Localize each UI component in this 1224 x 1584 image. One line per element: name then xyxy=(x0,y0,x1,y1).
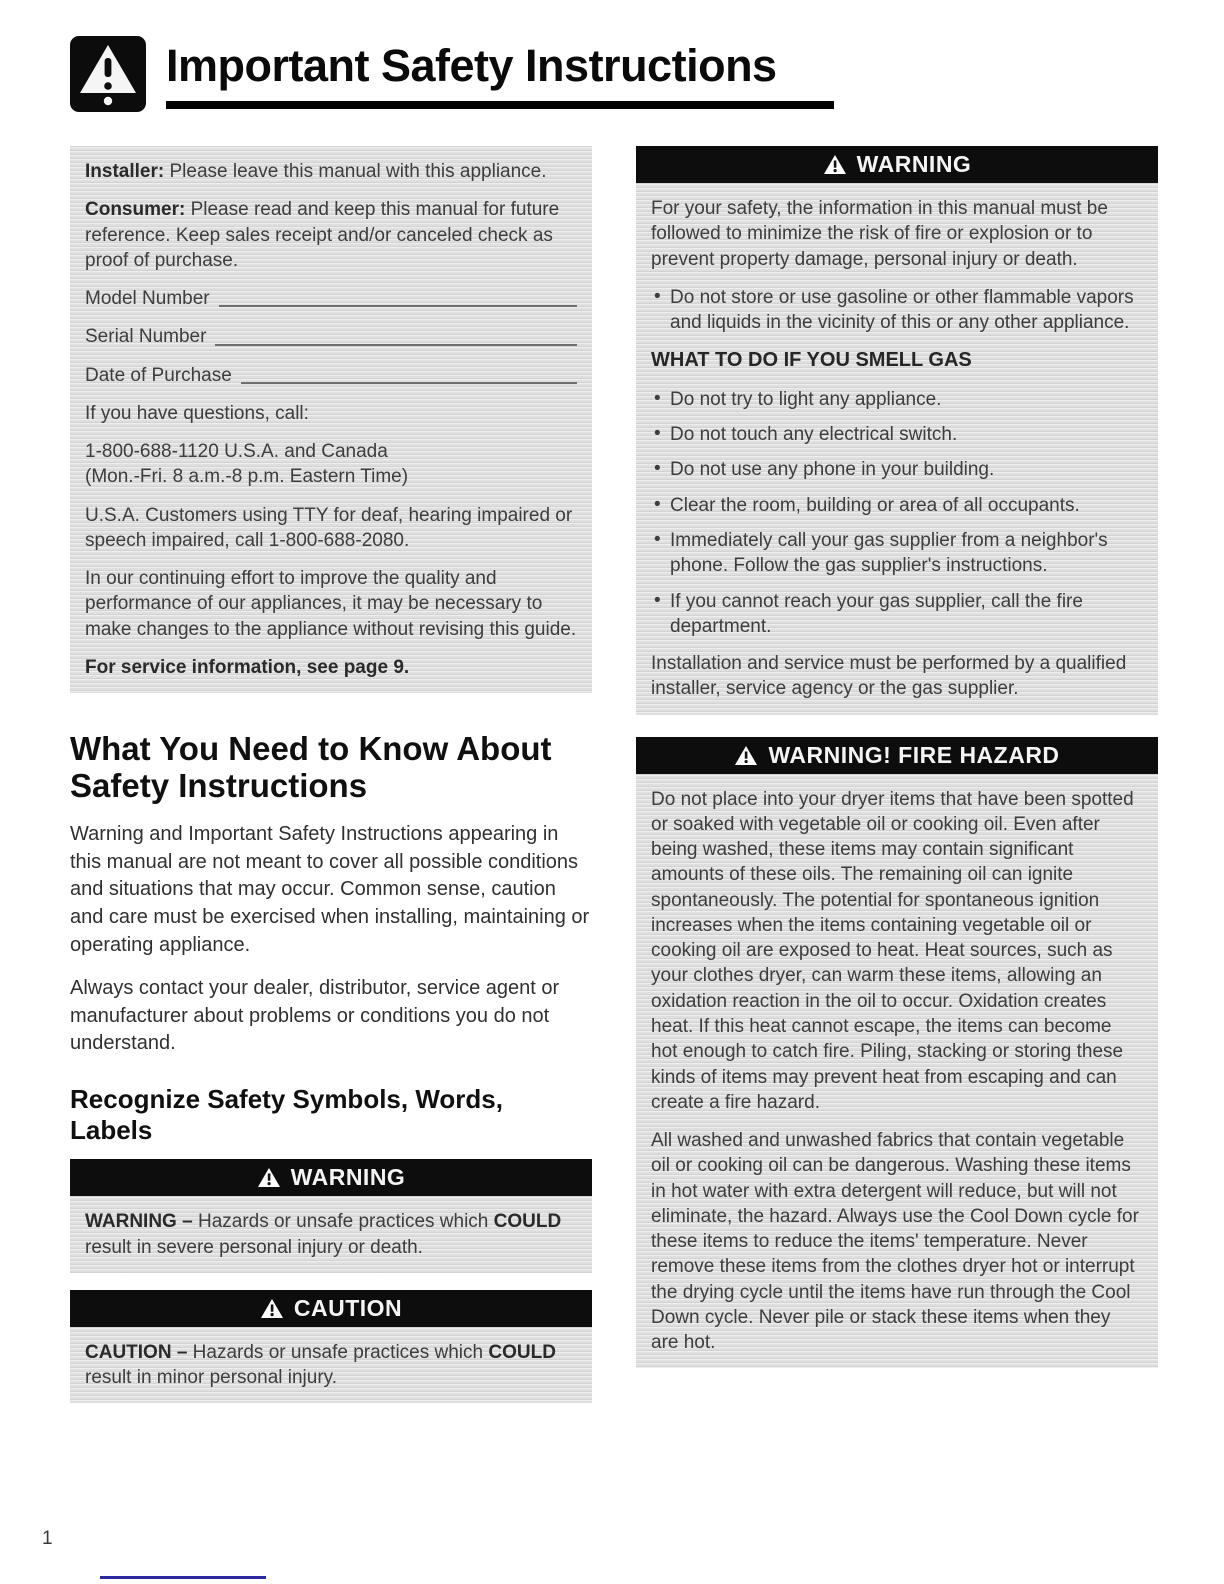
gas-warning-bar-label: WARNING xyxy=(856,151,972,177)
footer-mark xyxy=(100,1576,266,1579)
right-column xyxy=(636,146,1158,1403)
bullet-item: • Do not try to light any appliance. xyxy=(651,387,1143,412)
page-header xyxy=(70,36,1158,112)
title-underline-rule xyxy=(166,36,834,109)
warning-definition: WARNING – Hazards or unsafe practices which COULD result in severe personal injury or death. xyxy=(85,1211,562,1258)
warning-bar-label: WARNING xyxy=(290,1164,406,1191)
know-paragraph-1: Warning and Important Safety Instructions appearing in this manual are not meant to cover all possible conditions and situations that may occur. Common sense, caution and care must be exercised when installing, maintaining or operating appliance. xyxy=(70,823,590,956)
know-paragraph-2: Always contact your dealer, distributor, service agent or manufacturer about problems or conditions you do not understand. xyxy=(70,977,560,1055)
consumer-label: Consumer: xyxy=(85,199,186,221)
bullet-item: • If you cannot reach your gas supplier, call the fire department. xyxy=(651,589,1143,640)
section-heading-recognize: Recognize Safety Symbols, Words, Labels xyxy=(70,1083,503,1145)
section-heading-know: What You Need to Know About Safety Instructions xyxy=(70,730,552,805)
caution-bar-label: CAUTION xyxy=(293,1294,403,1321)
purchase-date-blank xyxy=(241,382,577,384)
caution-definition: CAUTION – Hazards or unsafe practices which COULD result in minor personal injury. xyxy=(85,1341,556,1389)
warning-triangle-icon xyxy=(823,154,847,175)
fire-hazard-box xyxy=(636,774,1158,1369)
smell-gas-bullets xyxy=(651,387,1143,639)
warning-triangle-icon xyxy=(257,1167,281,1188)
gas-intro: For your safety, the information in this manual must be followed to minimize the risk of fire or explosion or to prevent property damage, personal injury or death. xyxy=(651,198,1108,270)
gas-warning-box xyxy=(636,183,1158,715)
installer-label: Installer: xyxy=(85,161,165,182)
model-number-blank xyxy=(219,305,577,307)
gas-outro: Installation and service must be performed by a qualified installer, service agency or the gas supplier. xyxy=(651,653,1127,700)
warning-triangle-icon xyxy=(260,1298,284,1319)
caution-bar xyxy=(70,1290,592,1327)
questions-note: If you have questions, call: xyxy=(85,402,309,424)
phone-note: 1-800-688-1120 U.S.A. and Canada (Mon.-Fri. 8 a.m.-8 p.m. Eastern Time) xyxy=(85,441,409,488)
page-number: 1 xyxy=(42,1528,53,1549)
bullet-item: • Do not store or use gasoline or other flammable vapors and liquids in the vicinity of this or any other appliance. xyxy=(651,285,1143,336)
improvement-note: In our continuing effort to improve the quality and performance of our appliances, it may be necessary to make changes to the appliance without revising this guide. xyxy=(85,568,577,640)
left-column xyxy=(70,146,592,1403)
fire-hazard-bar-label: WARNING! FIRE HAZARD xyxy=(768,741,1060,768)
fire-hazard-paragraph-1: Do not place into your dryer items that have been spotted or soaked with vegetable oil or cooking oil. Even after being washed, these items may contain significant amounts of these oils. The remaining oil can ignite spontaneously. The potential for spontaneous ignition increases when the items containing vegetable oil or cooking oil are exposed to heat. Heat sources, such as your clothes dryer, can warm these items, allowing an oxidation reaction in the oil to occur. Oxidation creates heat. If this heat cannot escape, the items can become hot enough to catch fire. Piling, stacking or storing these kinds of items may prevent heat from escaping and can create a fire hazard. xyxy=(651,788,1134,1113)
owner-info-box xyxy=(70,146,592,693)
purchase-date-line: Date of Purchase xyxy=(85,363,577,388)
warning-badge-icon xyxy=(70,36,146,112)
fire-hazard-bar xyxy=(636,737,1158,774)
serial-number-line: Serial Number xyxy=(85,324,577,349)
page-title: Important Safety Instructions xyxy=(166,40,777,91)
bullet-item: • Clear the room, building or area of all occupants. xyxy=(651,493,1143,518)
bullet-item: • Do not touch any electrical switch. xyxy=(651,422,1143,447)
bullet-item: • Do not use any phone in your building. xyxy=(651,457,1143,482)
fire-hazard-paragraph-2: All washed and unwashed fabrics that contain vegetable oil or cooking oil can be dangerous. Washing these items in hot water with extra detergent will reduce, but will not eliminate, the hazard. Always use the Cool Down cycle for these items to reduce the items' temperature. Never remove these items from the clothes dryer hot or interrupt the drying cycle until the items have run through the Cool Down cycle. Never pile or stack these items when they are hot. xyxy=(651,1130,1139,1354)
smell-gas-heading: WHAT TO DO IF YOU SMELL GAS xyxy=(651,349,972,372)
installer-note: Installer: Please leave this manual with this appliance. xyxy=(85,161,547,182)
serial-number-blank xyxy=(215,344,577,346)
tty-note: U.S.A. Customers using TTY for deaf, hearing impaired or speech impaired, call 1-800-688-2080. xyxy=(85,504,573,551)
model-number-line: Model Number xyxy=(85,286,577,311)
consumer-note: Consumer: Please read and keep this manual for future reference. Keep sales receipt and/or canceled check as proof of purchase. xyxy=(85,199,560,271)
gas-warning-bar xyxy=(636,146,1158,183)
two-column-layout xyxy=(70,146,1158,1403)
bullet-item: • Immediately call your gas supplier from a neighbor's phone. Follow the gas supplier's instructions. xyxy=(651,528,1143,579)
caution-definition-box xyxy=(70,1327,592,1404)
service-note: For service information, see page 9. xyxy=(85,656,410,678)
warning-bar xyxy=(70,1159,592,1196)
warning-definition-box xyxy=(70,1196,592,1273)
gas-pre-bullets xyxy=(651,285,1143,336)
warning-triangle-icon xyxy=(734,745,758,766)
